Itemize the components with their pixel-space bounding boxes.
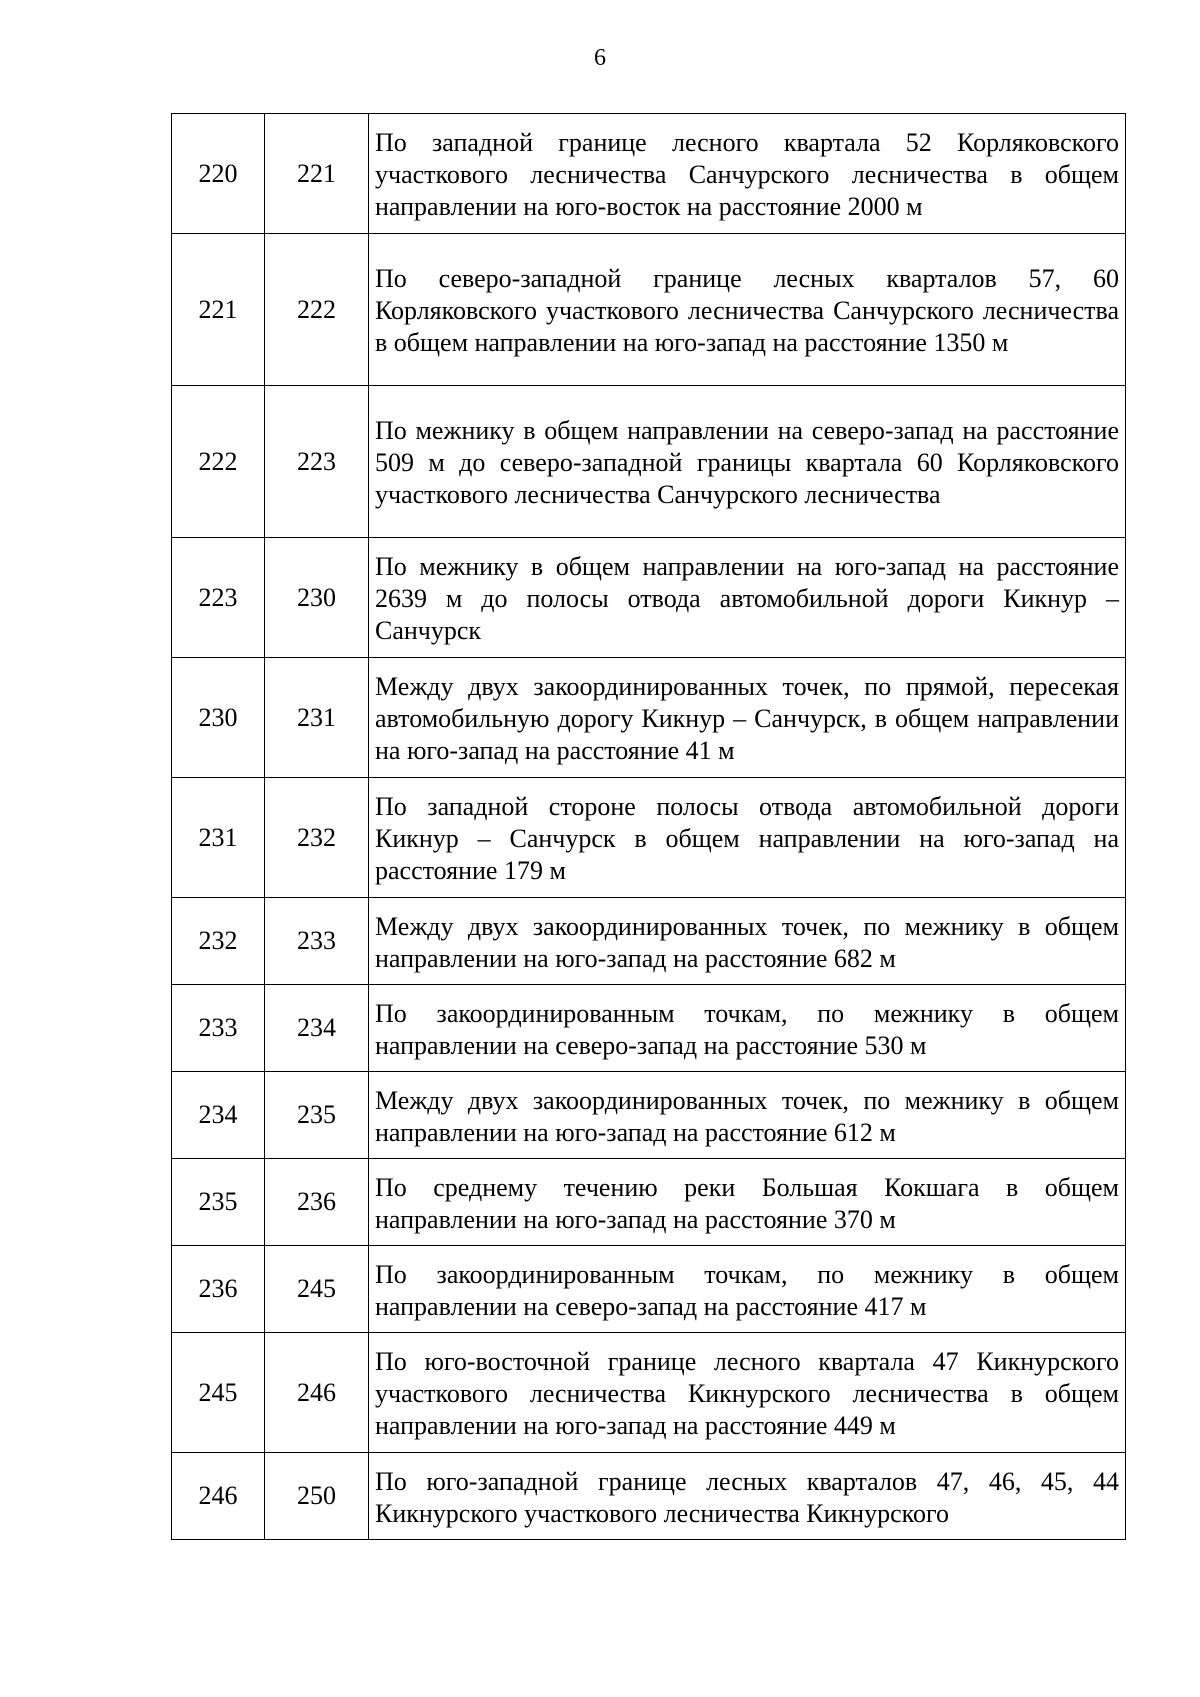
description-cell: Между двух закоординированных точек, по межнику в общем направлении на юго-запад на расстояние 612 м	[369, 1072, 1126, 1159]
to-point-cell: 234	[265, 985, 369, 1072]
from-point-cell: 232	[172, 898, 265, 985]
table-row	[172, 114, 1126, 234]
to-point-cell: 250	[265, 1453, 369, 1540]
to-point-cell: 232	[265, 778, 369, 898]
table-row	[172, 234, 1126, 386]
table-row	[172, 386, 1126, 538]
description-cell: По юго-западной границе лесных кварталов 47, 46, 45, 44 Кикнурского участкового лесничества Кикнурского	[369, 1453, 1126, 1540]
to-point-cell: 221	[265, 114, 369, 234]
from-point-cell: 233	[172, 985, 265, 1072]
description-cell: По западной границе лесного квартала 52 Корляковского участкового лесничества Санчурского лесничества в общем направлении на юго-восток на расстояние 2000 м	[369, 114, 1126, 234]
to-point-cell: 245	[265, 1246, 369, 1333]
boundary-table	[171, 113, 1126, 1540]
from-point-cell: 230	[172, 658, 265, 778]
to-point-cell: 230	[265, 538, 369, 658]
description-cell: Между двух закоординированных точек, по прямой, пересекая автомобильную дорогу Кикнур – Санчурск, в общем направлении на юго-запад на расстояние 41 м	[369, 658, 1126, 778]
from-point-cell: 231	[172, 778, 265, 898]
to-point-cell: 233	[265, 898, 369, 985]
description-cell: По юго-восточной границе лесного квартала 47 Кикнурского участкового лесничества Кикнурского лесничества в общем направлении на юго-запад на расстояние 449 м	[369, 1333, 1126, 1453]
table-row	[172, 538, 1126, 658]
from-point-cell: 222	[172, 386, 265, 538]
table-row	[172, 1246, 1126, 1333]
page-number: 6	[594, 45, 606, 71]
from-point-cell: 245	[172, 1333, 265, 1453]
from-point-cell: 246	[172, 1453, 265, 1540]
description-cell: По северо-западной границе лесных кварталов 57, 60 Корляковского участкового лесничества Санчурского лесничества в общем направлении на юго-запад на расстояние 1350 м	[369, 234, 1126, 386]
table-row	[172, 1072, 1126, 1159]
to-point-cell: 246	[265, 1333, 369, 1453]
description-cell: По закоординированным точкам, по межнику в общем направлении на северо-запад на расстояние 417 м	[369, 1246, 1126, 1333]
table-row	[172, 1159, 1126, 1246]
to-point-cell: 222	[265, 234, 369, 386]
table-row	[172, 1333, 1126, 1453]
table-row	[172, 658, 1126, 778]
table-row	[172, 985, 1126, 1072]
to-point-cell: 235	[265, 1072, 369, 1159]
description-cell: По межнику в общем направлении на северо-запад на расстояние 509 м до северо-западной границы квартала 60 Корляковского участкового лесничества Санчурского лесничества	[369, 386, 1126, 538]
from-point-cell: 220	[172, 114, 265, 234]
description-cell: По закоординированным точкам, по межнику в общем направлении на северо-запад на расстояние 530 м	[369, 985, 1126, 1072]
from-point-cell: 221	[172, 234, 265, 386]
from-point-cell: 235	[172, 1159, 265, 1246]
to-point-cell: 236	[265, 1159, 369, 1246]
to-point-cell: 231	[265, 658, 369, 778]
table-row	[172, 898, 1126, 985]
description-cell: Между двух закоординированных точек, по межнику в общем направлении на юго-запад на расстояние 682 м	[369, 898, 1126, 985]
table-row	[172, 1453, 1126, 1540]
description-cell: По межнику в общем направлении на юго-запад на расстояние 2639 м до полосы отвода автомобильной дороги Кикнур – Санчурск	[369, 538, 1126, 658]
from-point-cell: 236	[172, 1246, 265, 1333]
from-point-cell: 234	[172, 1072, 265, 1159]
description-cell: По западной стороне полосы отвода автомобильной дороги Кикнур – Санчурск в общем направлении на юго-запад на расстояние 179 м	[369, 778, 1126, 898]
description-cell: По среднему течению реки Большая Кокшага в общем направлении на юго-запад на расстояние 370 м	[369, 1159, 1126, 1246]
from-point-cell: 223	[172, 538, 265, 658]
to-point-cell: 223	[265, 386, 369, 538]
table-row	[172, 778, 1126, 898]
